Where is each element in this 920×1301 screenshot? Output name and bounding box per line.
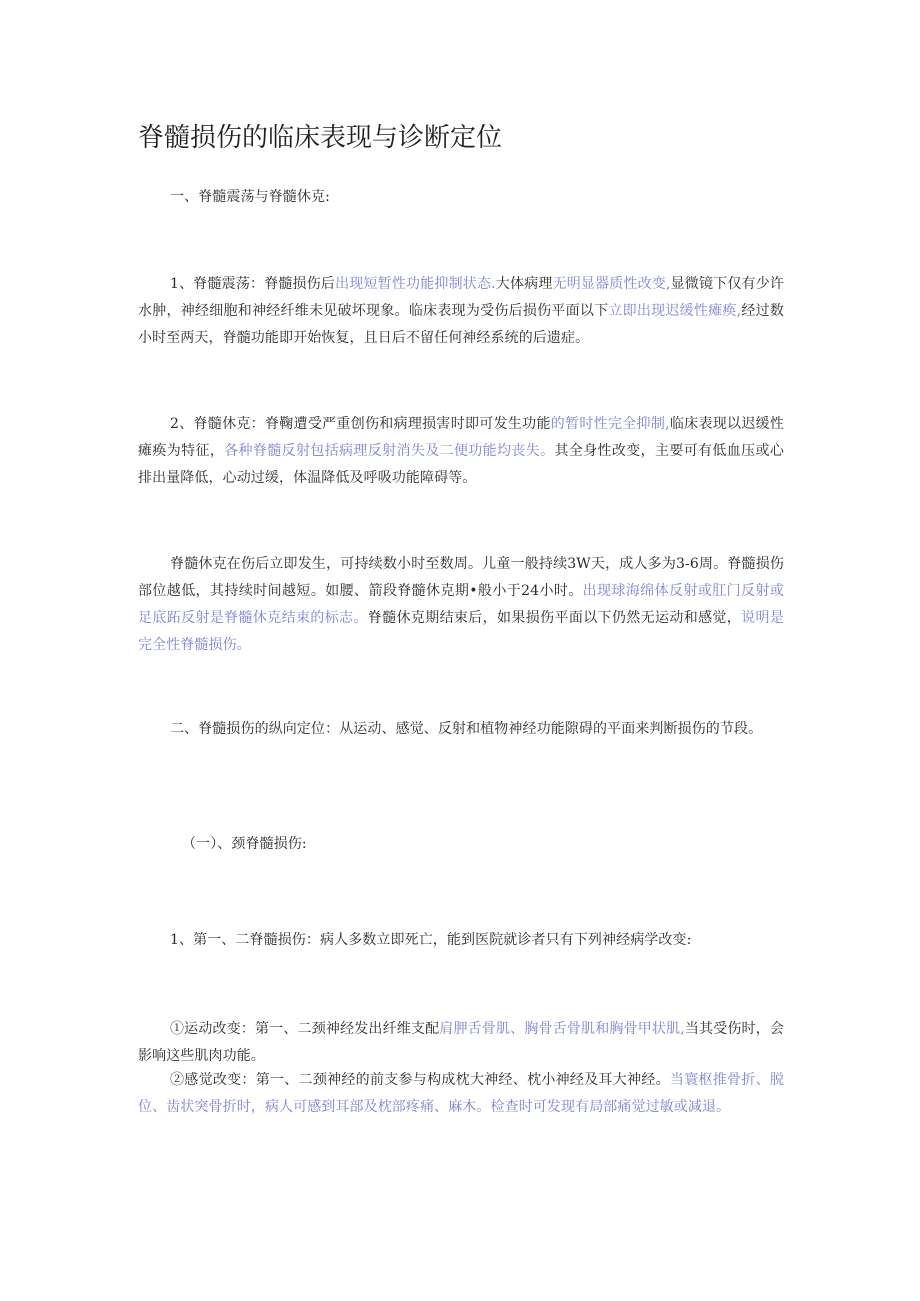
paragraph-motor-change [138,1016,784,1070]
text-run: ①运动改变：第一、二颈神经发出纤维支配 [170,1021,440,1037]
text-run: 其全身性改变，主要可有低血压或心排出量降低，心动过缓，体温降低及呼吸功能障碍等。 [138,443,784,486]
paragraph-spinal-shock [138,411,784,492]
text-run: 1、脊髓震荡：脊髓损伤后 [170,276,336,292]
paragraph-c1-c2-injury: 1、第一、二脊髓损伤：病人多数立即死亡，能到医院就诊者只有下列神经病学改变: [170,932,692,948]
highlighted-text: 的暂时性完全抑制, [550,416,670,432]
paragraph-spinal-shock-duration [138,551,784,659]
highlighted-text: 当寰枢推骨折、脱位、齿状突骨折时，病人可感到耳部及枕部疼痛、麻木。检查时可发现有局部痛觉过敏或减退。 [138,1072,784,1115]
text-run: 脊髓休克在伤后立即发生，可持续数小时至数周。儿童一般持续3W天，成人多为3-6周。脊髓损伤部位越低，其持续时间越短。如腰、箭段脊髓休克期•般小于24小时。 [138,556,784,599]
section-heading-1: 一、脊髓震荡与脊髓休克: [170,189,330,205]
text-run: 显微镜下仅有少许水肿，神经细胞和神经纤维未见破坏现象。临床表现为受伤后损伤平面以下 [138,276,784,319]
highlighted-text: 说明是完全性脊髓损伤。 [138,610,784,653]
highlighted-text: 各种脊髓反射包括病理反射消失及二便功能均丧失。 [224,443,555,459]
subsection-heading-cervical: （一）、颈脊髓损伤: [182,836,307,852]
text-run: 临床表现以迟缓性瘫痪为特征， [138,416,785,459]
text-run: 2、脊髓休克：脊鞠遭受严重创伤和病理损害时即可发生功能 [170,416,551,432]
text-run: ②感觉改变：第一、二颈神经的前支参与构成枕大神经、枕小神经及耳大神经。 [170,1072,670,1088]
text-run: 大体病理 [495,276,553,292]
text-run: 当其受伤时，会影响这些肌肉功能。 [138,1021,785,1064]
page-title: 脊髓损伤的临床表现与诊断定位 [138,123,503,153]
highlighted-text: 肩胛舌骨肌、胸骨舌骨肌和胸骨甲状肌, [439,1021,685,1037]
paragraph-sensory-change [138,1067,784,1121]
highlighted-text: 无明显器质性改变, [552,276,671,292]
text-run: 脊髓休克期结束后，如果损伤平面以下仍然无运动和感觉， [367,610,742,626]
section-heading-2: 二、脊髓损伤的纵向定位：从运动、感觉、反射和植物神经功能隙碍的平面来判断损伤的节段。 [170,721,763,737]
text-run: 经过数小时至两天，脊髓功能即开始恢复，且日后不留任何神经系统的后遗症。 [138,303,784,346]
highlighted-text: 出现球海绵体反射或肛门反射或足底跖反射是脊髓休克结束的标志。 [138,583,784,626]
highlighted-text: 立即出现迟缓性瘫痪, [608,303,742,319]
highlighted-text: 出现短暂性功能抑制状态. [335,276,496,292]
paragraph-spinal-concussion [138,271,784,352]
